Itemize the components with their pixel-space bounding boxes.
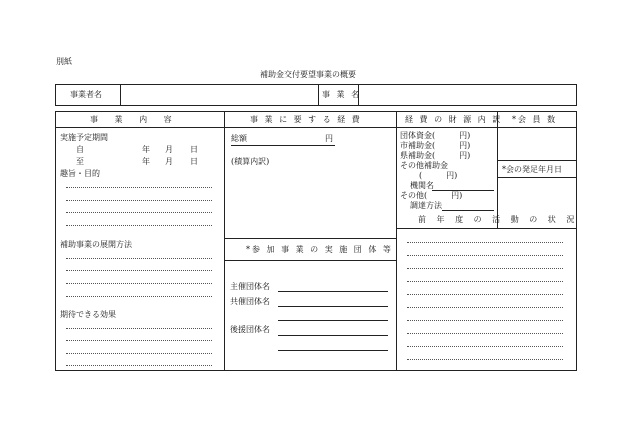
method-line[interactable]: [66, 283, 212, 284]
total-label: 総額: [231, 134, 247, 143]
total-field[interactable]: [231, 145, 335, 146]
effect-line[interactable]: [66, 340, 212, 341]
organizer-label: 主催団体名: [230, 282, 270, 291]
agency-label: 機関名: [410, 181, 434, 190]
activity-line[interactable]: [407, 242, 563, 243]
breakdown-label: (積算内訳): [231, 157, 270, 166]
form-title: 補助金交付要望事業の概要: [260, 70, 356, 79]
activity-line[interactable]: [407, 281, 563, 282]
activity-line[interactable]: [407, 268, 563, 269]
co-organizer-label: 共催団体名: [230, 297, 270, 306]
supporter-field[interactable]: [278, 335, 388, 336]
applicant-label: 事業者名: [70, 90, 102, 99]
procurement-label: 調達方法: [410, 201, 442, 210]
purpose-line[interactable]: [66, 212, 212, 213]
method-line[interactable]: [66, 258, 212, 259]
activity-line[interactable]: [407, 359, 563, 360]
procurement-field[interactable]: [442, 210, 494, 211]
effect-line[interactable]: [66, 328, 212, 329]
funding-group: 団体資金( 円): [400, 131, 471, 140]
activity-line[interactable]: [407, 255, 563, 256]
project-name-field[interactable]: [360, 86, 573, 103]
effect-line[interactable]: [66, 365, 212, 366]
period-label: 実施予定期間: [60, 133, 108, 142]
month-label: 月: [165, 145, 173, 154]
column-header-expense: 事 業 に 要 す る 経 費: [250, 115, 362, 124]
column-header-members: *会 員 数: [512, 115, 558, 124]
co-organizer-field[interactable]: [278, 306, 388, 307]
founded-date-label: *会の発足年月日: [502, 165, 562, 174]
previous-year-label: 前 年 度 の 活 動 の 状 況: [418, 215, 579, 224]
yen-label: 円: [325, 134, 333, 143]
organizer-field[interactable]: [278, 291, 388, 292]
to-label: 至: [76, 157, 84, 166]
method-label: 補助事業の展開方法: [60, 240, 132, 249]
funding-other: その他( 円): [400, 191, 463, 200]
members-count-field[interactable]: [499, 129, 575, 159]
funding-prefecture: 県補助金( 円): [400, 151, 471, 160]
project-name-label: 事 業 名: [322, 90, 362, 99]
purpose-line[interactable]: [66, 200, 212, 201]
from-label: 自: [76, 145, 84, 154]
co-organizer-field-2[interactable]: [278, 320, 388, 321]
purpose-label: 趣旨・目的: [60, 169, 100, 178]
day-label: 日: [190, 145, 198, 154]
supporter-field-2[interactable]: [278, 350, 388, 351]
method-line[interactable]: [66, 270, 212, 271]
purpose-line[interactable]: [66, 187, 212, 188]
day-label: 日: [190, 157, 198, 166]
funding-city: 市補助金( 円): [400, 141, 471, 150]
method-line[interactable]: [66, 296, 212, 297]
activity-line[interactable]: [407, 333, 563, 334]
year-label: 年: [142, 145, 150, 154]
column-header-funding: 経 費 の 財 源 内 訳: [405, 115, 503, 124]
column-header-content: 事 業 内 容: [90, 115, 179, 124]
activity-line[interactable]: [407, 307, 563, 308]
activity-line[interactable]: [407, 294, 563, 295]
applicant-field[interactable]: [122, 86, 316, 103]
supporter-label: 後援団体名: [230, 325, 270, 334]
funding-other-subsidy: その他補助金: [400, 161, 448, 170]
purpose-line[interactable]: [66, 225, 212, 226]
effect-label: 期待できる効果: [60, 310, 116, 319]
attachment-label: 別紙: [56, 57, 72, 66]
activity-line[interactable]: [407, 320, 563, 321]
activity-line[interactable]: [407, 346, 563, 347]
effect-line[interactable]: [66, 353, 212, 354]
month-label: 月: [165, 157, 173, 166]
year-label: 年: [142, 157, 150, 166]
funding-other-subsidy-amount: ( 円): [419, 171, 458, 180]
participants-heading: *参 加 事 業 の 実 施 団 体 等: [246, 245, 393, 254]
